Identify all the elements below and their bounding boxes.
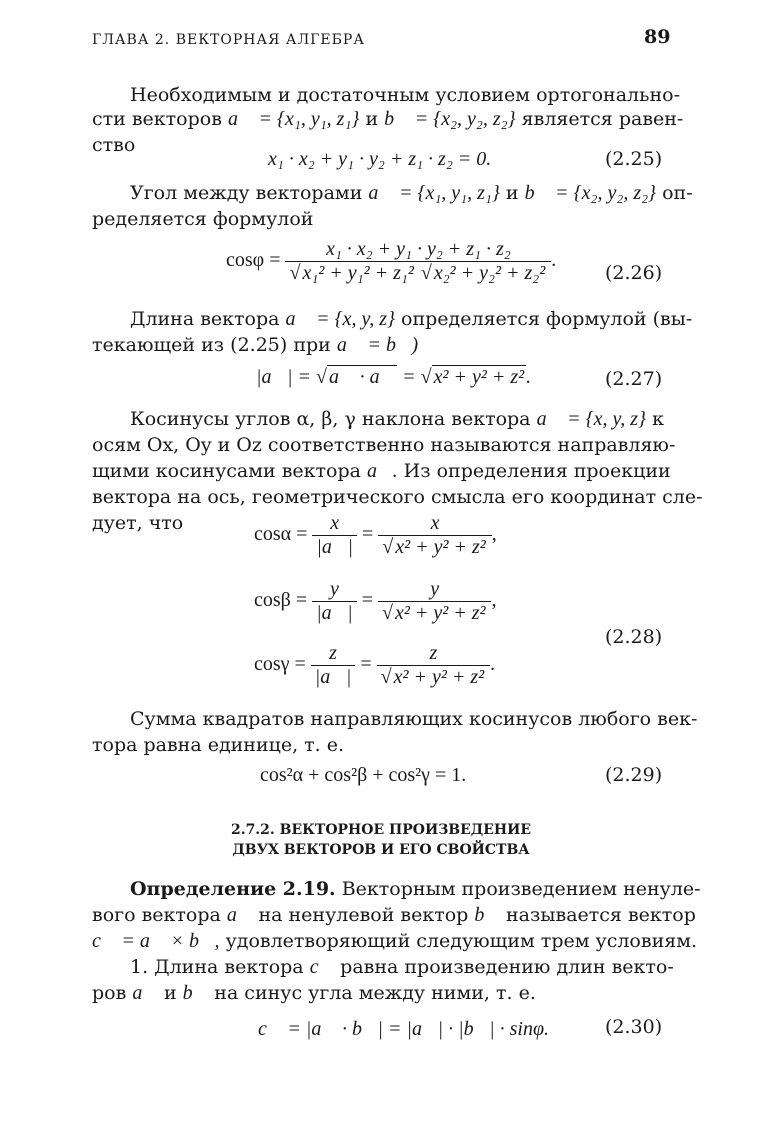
math-vec-a: a⃗ = {x₁, y₁, z₁} [368, 182, 500, 204]
math-vec-a: a⃗ [226, 904, 253, 926]
eq-lhs: cosφ = [226, 249, 281, 272]
math-vec-a: a⃗ = {x, y, z} [285, 308, 395, 330]
para-cosines-line3 [92, 458, 671, 484]
para-cosines-line4: вектора на ось, геометрического смысла его координат сле- [92, 486, 703, 508]
text: ров [92, 982, 127, 1004]
math-vec-b: b⃗ [474, 904, 500, 926]
equation-2-28-gamma: cosγ = $\frac{z}{|a⃗|}$ = $\frac{z}{\text{√ x² + y² + z²}}$ . [254, 642, 496, 688]
math-vec-a: a⃗ = {x, y, z} [536, 408, 647, 430]
math-vec-a: a⃗ = {x₁, y₁, z₁} [227, 108, 360, 130]
math-a-and-b: a⃗ [132, 982, 158, 1004]
text: оп- [662, 182, 693, 204]
equation-2-30: c⃗ = |a⃗ · b⃗| = |a⃗| · |b⃗| · sinφ. [258, 1018, 550, 1040]
equation-number-2-28: (2.28) [605, 626, 663, 648]
para-cosines-line5: дует, что [92, 512, 184, 534]
item1-line2: ров a⃗ и b⃗ на синус угла между ними, т. е. [92, 982, 536, 1004]
equation-number-2-25: (2.25) [605, 148, 663, 170]
math-vec-b: b⃗ [182, 982, 209, 1004]
para-sum-line2: тора равна единице, т. е. [92, 734, 345, 756]
page-number: 89 [644, 26, 671, 48]
equation-2-26: cosφ = $\frac{\text{x₁ · x₂ + y₁ · y₂ + z₁ · z₂}}{\text{√ x₁² + y₁² + z₁² √ x₂² + y₂² + z₂²}}$ . [226, 238, 557, 284]
equation-2-28-alpha: cosα = $\frac{x}{|a⃗|}$ = $\frac{x}{\text{√ x² + y² + z²}}$ , [254, 512, 497, 558]
para-sum-line1: Сумма квадратов направляющих косинусов любого век- [130, 708, 698, 730]
text: Из определения проекции [403, 460, 671, 482]
fraction: $\frac{z}{\text{√ x² + y² + z²}}$ [377, 642, 491, 689]
eq-expr: x₁ · x₂ + y₁ · y₂ + z₁ · z₂ = 0. [268, 148, 492, 170]
text: Длина вектора [130, 308, 280, 330]
para-length-line2 [92, 332, 418, 358]
math-a-eq-b: a⃗ = b⃗) [336, 334, 419, 356]
text: определяется формулой (вы- [401, 308, 693, 330]
text: Угол между векторами [130, 182, 363, 204]
fraction [285, 238, 551, 285]
text: сти векторов [92, 108, 222, 130]
text: равна произведению длин векто- [340, 956, 674, 978]
math-c-eq-a-cross-b: c⃗ = a⃗ × b⃗, [92, 930, 220, 952]
para-orthogonality-line2: сти векторов a⃗ = {x₁, y₁, z₁} и b⃗ = {x₂, y₂, z₂} является равен- [92, 108, 684, 130]
definition-line3 [92, 928, 697, 954]
numerator [285, 238, 551, 261]
fraction: $\frac{x}{|a⃗|}$ [312, 512, 357, 559]
definition-line2 [92, 902, 696, 928]
equation-number-2-30: (2.30) [605, 1016, 663, 1038]
text: удовлетворяющий следующим трем условиям. [225, 930, 698, 952]
equation-2-25 [268, 148, 491, 171]
math-vec-a: a⃗. [367, 460, 398, 482]
section-heading-line1: 2.7.2. ВЕКТОРНОЕ ПРОИЗВЕДЕНИЕ [230, 822, 532, 838]
text: на ненулевой вектор [258, 904, 469, 926]
fraction: $\frac{y}{|a⃗|}$ [312, 578, 357, 625]
math-vec-c: c⃗ [309, 956, 335, 978]
equation-number-2-26: (2.26) [605, 262, 663, 284]
item1-line1 [130, 954, 674, 980]
math-vec-b: b⃗ = {x₂, y₂, z₂} [524, 182, 657, 204]
num-expr: x₁ · x₂ + y₁ · y₂ + z₁ · z₂ [325, 238, 511, 260]
para-cosines-line1 [130, 406, 664, 432]
para-length-line1 [130, 306, 692, 332]
text: на синус угла между ними, т. е. [214, 982, 536, 1004]
para-cosines-line2: осям Ox, Oy и Oz соответственно называются направляю- [92, 434, 676, 456]
text: называется вектор [506, 904, 696, 926]
equation-2-27: |a⃗| = √ a⃗ · a⃗ = √ x² + y² + z² . [256, 366, 532, 388]
text: Косинусы углов α, β, γ наклона вектора [130, 408, 531, 430]
para-orthogonality-line1: Необходимым и достаточным условием ортогонально- [130, 84, 680, 106]
fraction: $\frac{y}{\text{√ x² + y² + z²}}$ [378, 578, 492, 625]
section-heading-line2: ДВУХ ВЕКТОРОВ И ЕГО СВОЙСТВА [232, 842, 530, 858]
text: является равен- [521, 108, 684, 130]
math-vec-b: b⃗ = {x₂, y₂, z₂} [384, 108, 516, 130]
running-header: ГЛАВА 2. ВЕКТОРНАЯ АЛГЕБРА [92, 32, 365, 48]
denominator: √ x₁² + y₁² + z₁² √ x₂² + y₂² + z₂² [285, 261, 551, 285]
equation-2-28-beta: cosβ = $\frac{y}{|a⃗|}$ = $\frac{y}{\text{√ x² + y² + z²}}$ , [254, 578, 497, 624]
definition-line1 [130, 876, 701, 902]
equation-number-2-27: (2.27) [605, 368, 663, 390]
text: Векторным произведением ненуле- [341, 878, 701, 900]
equation-2-29: cos²α + cos²β + cos²γ = 1. [260, 764, 467, 786]
equation-number-2-29: (2.29) [605, 764, 663, 786]
text: к [652, 408, 664, 430]
fraction: $\frac{z}{|a⃗|}$ [311, 642, 356, 689]
text: 1. Длина вектора [130, 956, 304, 978]
para-angle-line2: ределяется формулой [92, 208, 314, 230]
para-orthogonality-line3: ство [92, 134, 136, 156]
text: вого вектора [92, 904, 221, 926]
fraction: $\frac{x}{\text{√ x² + y² + z²}}$ [378, 512, 492, 559]
text: щими косинусами вектора [92, 460, 361, 482]
definition-title: Определение 2.19. [130, 878, 336, 900]
para-angle-line1: Угол между векторами a⃗ = {x₁, y₁, z₁} и b⃗ = {x₂, y₂, z₂} оп- [130, 182, 693, 204]
text: текающей из (2.25) при [92, 334, 331, 356]
